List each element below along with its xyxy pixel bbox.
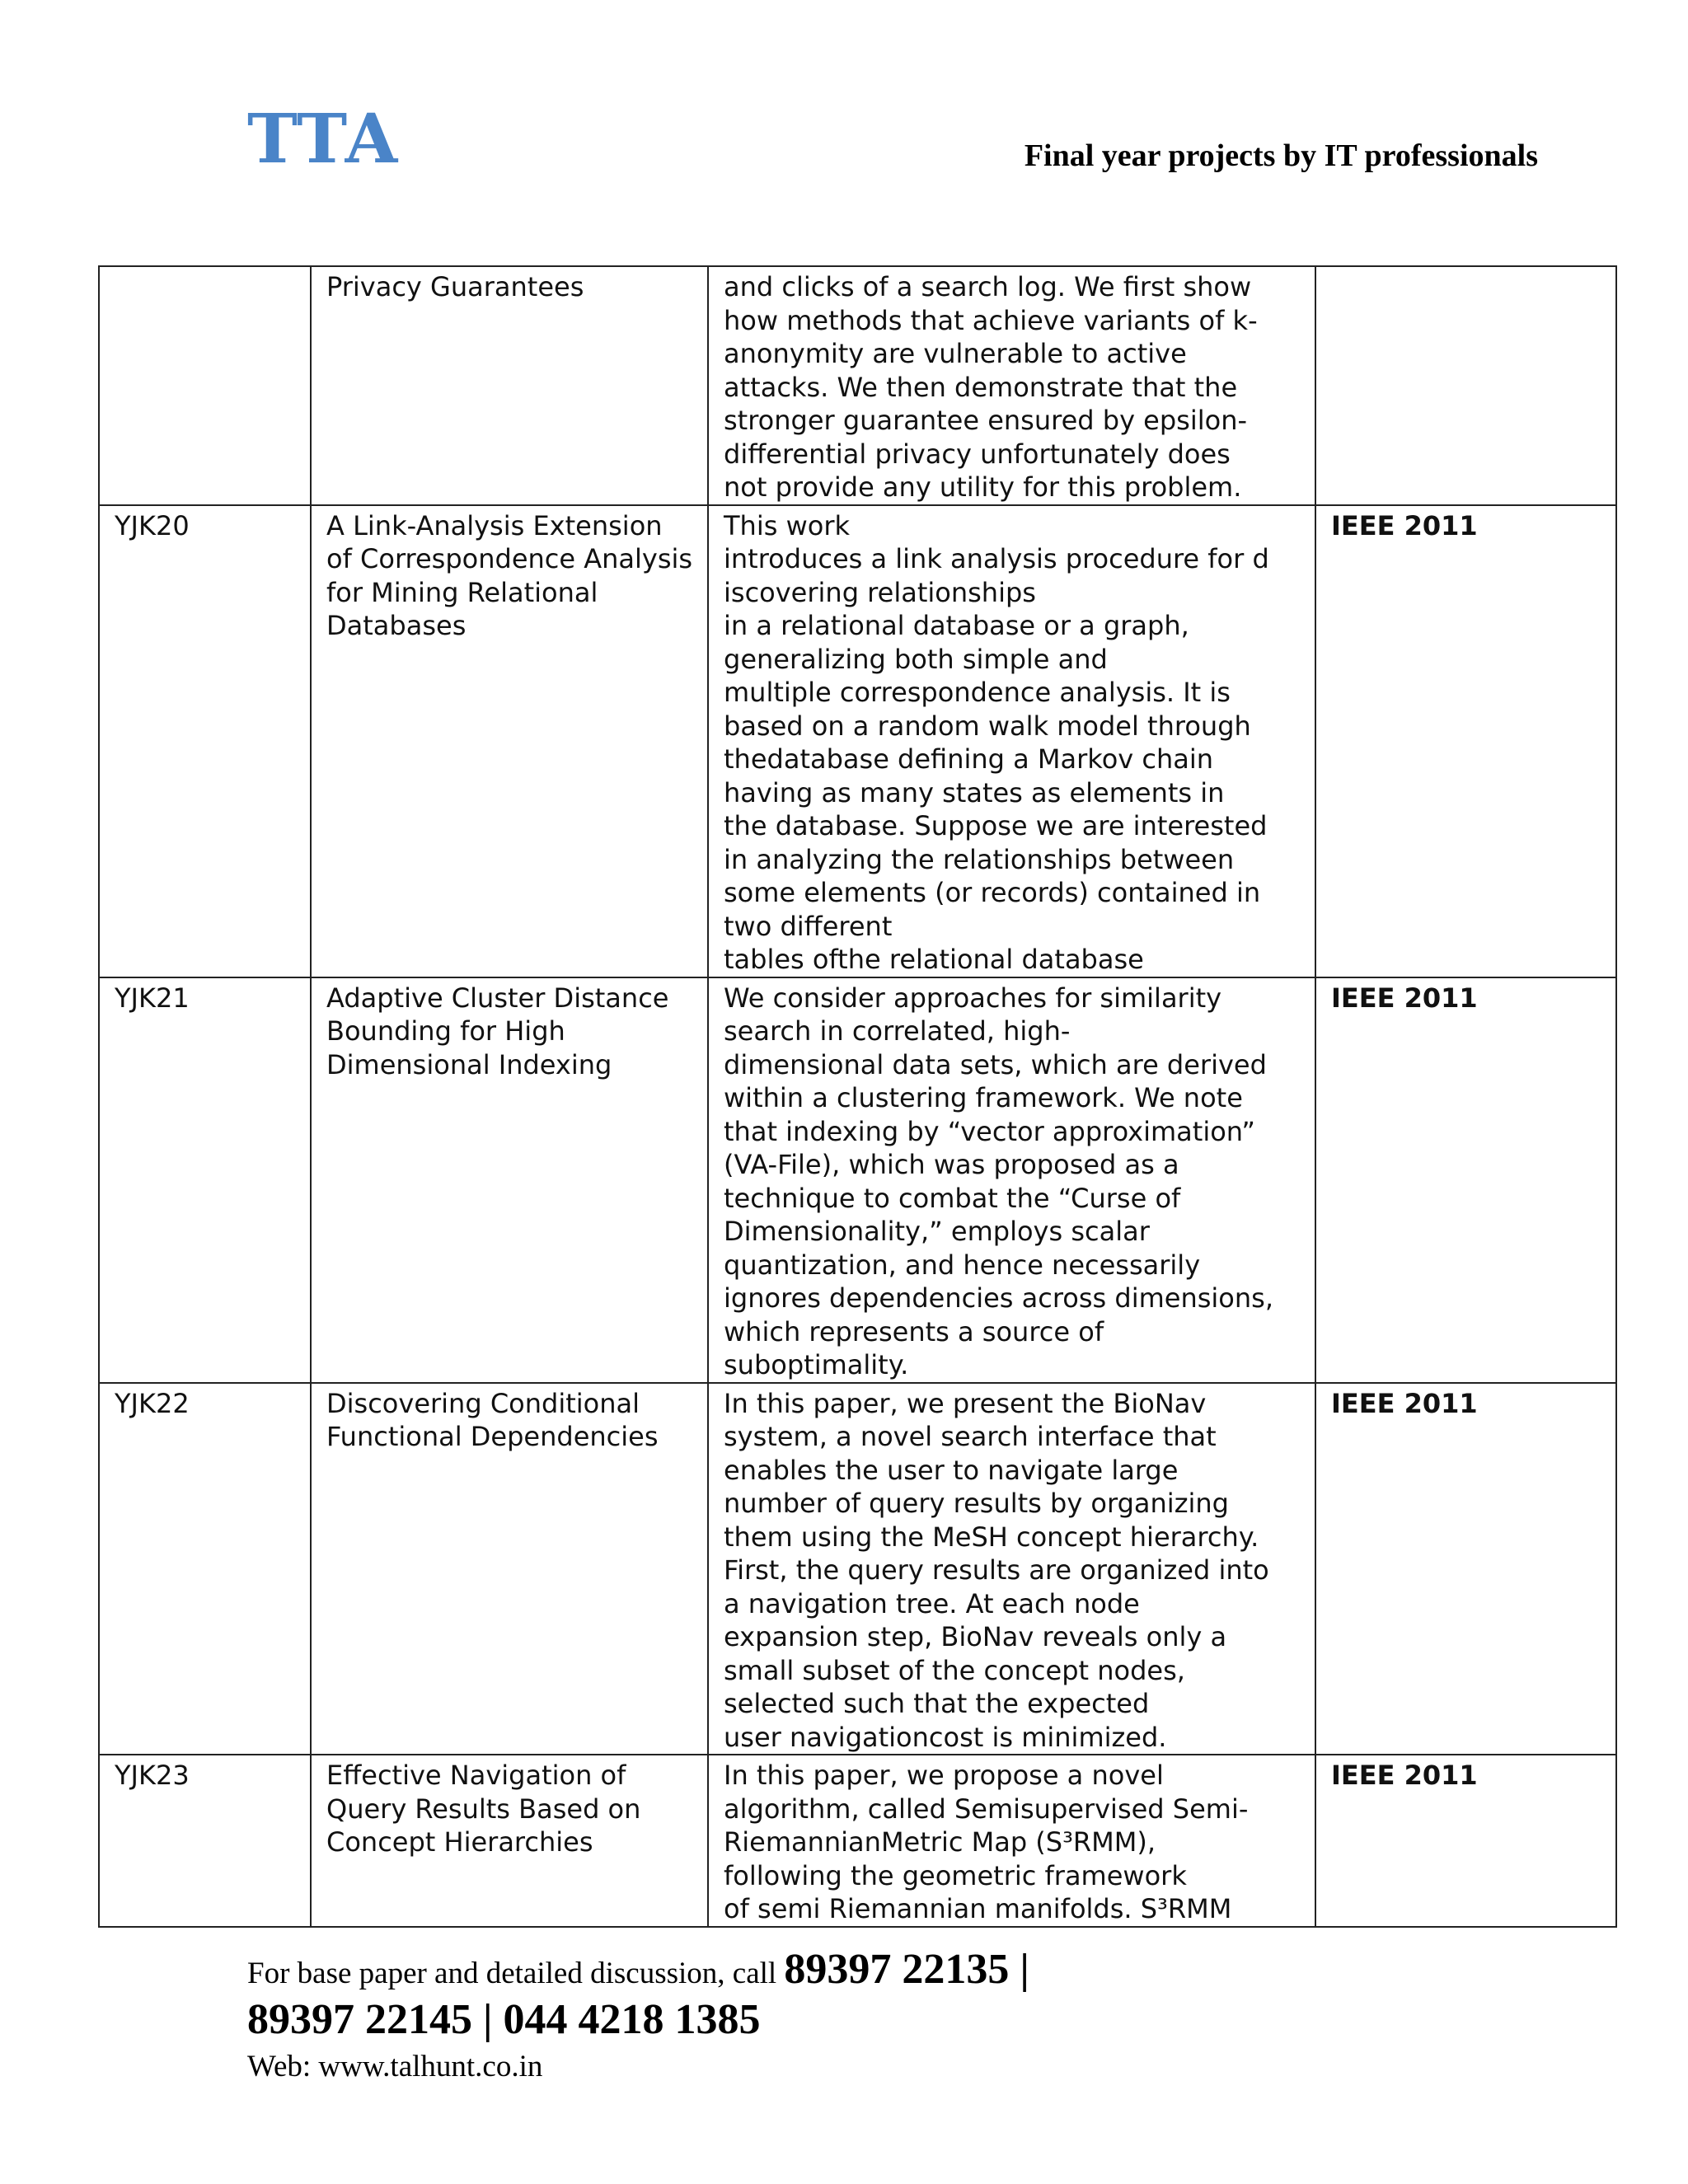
project-year-cell xyxy=(1315,266,1616,505)
contact-footer xyxy=(247,1946,1029,2088)
abstract-line: based on a random walk model through xyxy=(724,710,1251,742)
abstract-line: differential privacy unfortunately does xyxy=(724,438,1231,470)
abstract-line: In this paper, we present the BioNav xyxy=(724,1387,1207,1419)
project-year-cell: IEEE 2011 xyxy=(1315,505,1616,977)
header-tagline: Final year projects by IT professionals xyxy=(1024,138,1538,173)
abstract-line: two different xyxy=(724,910,893,942)
abstract-line: generalizing both simple and xyxy=(724,643,1108,675)
abstract-line: multiple correspondence analysis. It is xyxy=(724,677,1231,708)
abstract-line: enables the user to navigate large xyxy=(724,1454,1179,1486)
project-id-cell: YJK22 xyxy=(99,1383,311,1755)
abstract-line: attacks. We then demonstrate that the xyxy=(724,371,1238,403)
abstract-line: In this paper, we propose a novel xyxy=(724,1760,1164,1791)
project-id-cell: YJK23 xyxy=(99,1755,311,1927)
abstract-line: of semi Riemannian manifolds. S³RMM xyxy=(724,1893,1232,1924)
project-year-cell: IEEE 2011 xyxy=(1315,977,1616,1383)
table-row xyxy=(99,1383,1616,1755)
abstract-line: a navigation tree. At each node xyxy=(724,1587,1140,1619)
footer-call-line xyxy=(247,1946,1029,1994)
abstract-line: search in correlated, high- xyxy=(724,1015,1071,1047)
project-title-cell: Effective Navigation of Query Results Based on Concept Hierarchies xyxy=(311,1755,708,1927)
project-abstract-cell xyxy=(708,1383,1315,1755)
abstract-line: not provide any utility for this problem. xyxy=(724,471,1242,503)
abstract-line: the database. Suppose we are interested xyxy=(724,810,1268,841)
abstract-line: RiemannianMetric Map (S³RMM), xyxy=(724,1826,1156,1858)
abstract-line: Dimensionality,” employs scalar xyxy=(724,1216,1150,1247)
project-title-cell: Discovering Conditional Functional Dependencies xyxy=(311,1383,708,1755)
project-id-cell: YJK21 xyxy=(99,977,311,1383)
table-row xyxy=(99,1755,1616,1927)
abstract-line: expansion step, BioNav reveals only a xyxy=(724,1621,1227,1652)
abstract-line: thedatabase defining a Markov chain xyxy=(724,743,1214,775)
table-row xyxy=(99,266,1616,505)
abstract-line: in analyzing the relationships between xyxy=(724,843,1235,875)
abstract-line: following the geometric framework xyxy=(724,1859,1187,1891)
abstract-line: We consider approaches for similarity xyxy=(724,982,1222,1014)
footer-call-text: For base paper and detailed discussion, call xyxy=(247,1957,785,1990)
projects-table xyxy=(98,265,1617,1928)
abstract-line: and clicks of a search log. We first show xyxy=(724,271,1252,302)
abstract-line: This work xyxy=(724,509,850,541)
abstract-line: algorithm, called Semisupervised Semi- xyxy=(724,1793,1249,1825)
project-abstract-cell xyxy=(708,1755,1315,1927)
project-abstract-cell xyxy=(708,977,1315,1383)
abstract-line: which represents a source of xyxy=(724,1315,1104,1347)
company-logo: TTA xyxy=(247,100,400,179)
abstract-line: small subset of the concept nodes, xyxy=(724,1654,1185,1686)
abstract-line: tables ofthe relational database xyxy=(724,944,1144,975)
table-row xyxy=(99,505,1616,977)
abstract-line: having as many states as elements in xyxy=(724,776,1225,808)
abstract-line: suboptimality. xyxy=(724,1349,909,1380)
abstract-line: anonymity are vulnerable to active xyxy=(724,338,1187,369)
abstract-line: system, a novel search interface that xyxy=(724,1421,1217,1452)
project-title-cell: Adaptive Cluster Distance Bounding for High Dimensional Indexing xyxy=(311,977,708,1383)
project-year-cell: IEEE 2011 xyxy=(1315,1755,1616,1927)
abstract-line: technique to combat the “Curse of xyxy=(724,1182,1181,1214)
project-id-cell: YJK20 xyxy=(99,505,311,977)
project-title-cell: A Link-Analysis Extension of Correspondence Analysis for Mining Relational Databases xyxy=(311,505,708,977)
abstract-line: quantization, and hence necessarily xyxy=(724,1249,1201,1281)
abstract-line: ignores dependencies across dimensions, xyxy=(724,1282,1273,1314)
table-row xyxy=(99,977,1616,1383)
abstract-line: in a relational database or a graph, xyxy=(724,610,1189,641)
abstract-line: introduces a link analysis procedure for d xyxy=(724,543,1269,574)
abstract-line: some elements (or records) contained in xyxy=(724,877,1261,908)
project-abstract-cell xyxy=(708,505,1315,977)
abstract-line: selected such that the expected xyxy=(724,1688,1150,1719)
footer-phone-numbers: 89397 22145 | 044 4218 1385 xyxy=(247,1996,761,2043)
abstract-line: stronger guarantee ensured by epsilon- xyxy=(724,405,1248,436)
footer-phone-primary: 89397 22135 | xyxy=(784,1946,1029,1993)
abstract-line: (VA-File), which was proposed as a xyxy=(724,1149,1179,1180)
abstract-line: how methods that achieve variants of k- xyxy=(724,304,1258,336)
footer-web-link[interactable]: Web: www.talhunt.co.in xyxy=(247,2050,543,2083)
project-abstract-cell xyxy=(708,266,1315,505)
abstract-line: user navigationcost is minimized. xyxy=(724,1721,1167,1753)
abstract-line: First, the query results are organized into xyxy=(724,1554,1269,1586)
abstract-line: iscovering relationships xyxy=(724,576,1036,608)
abstract-line: that indexing by “vector approximation” xyxy=(724,1115,1255,1147)
abstract-line: them using the MeSH concept hierarchy. xyxy=(724,1521,1259,1553)
abstract-line: within a clustering framework. We note xyxy=(724,1082,1243,1113)
abstract-line: number of query results by organizing xyxy=(724,1488,1229,1519)
project-title-cell: Privacy Guarantees xyxy=(311,266,708,505)
abstract-line: dimensional data sets, which are derived xyxy=(724,1048,1267,1080)
project-year-cell: IEEE 2011 xyxy=(1315,1383,1616,1755)
project-id-cell xyxy=(99,266,311,505)
